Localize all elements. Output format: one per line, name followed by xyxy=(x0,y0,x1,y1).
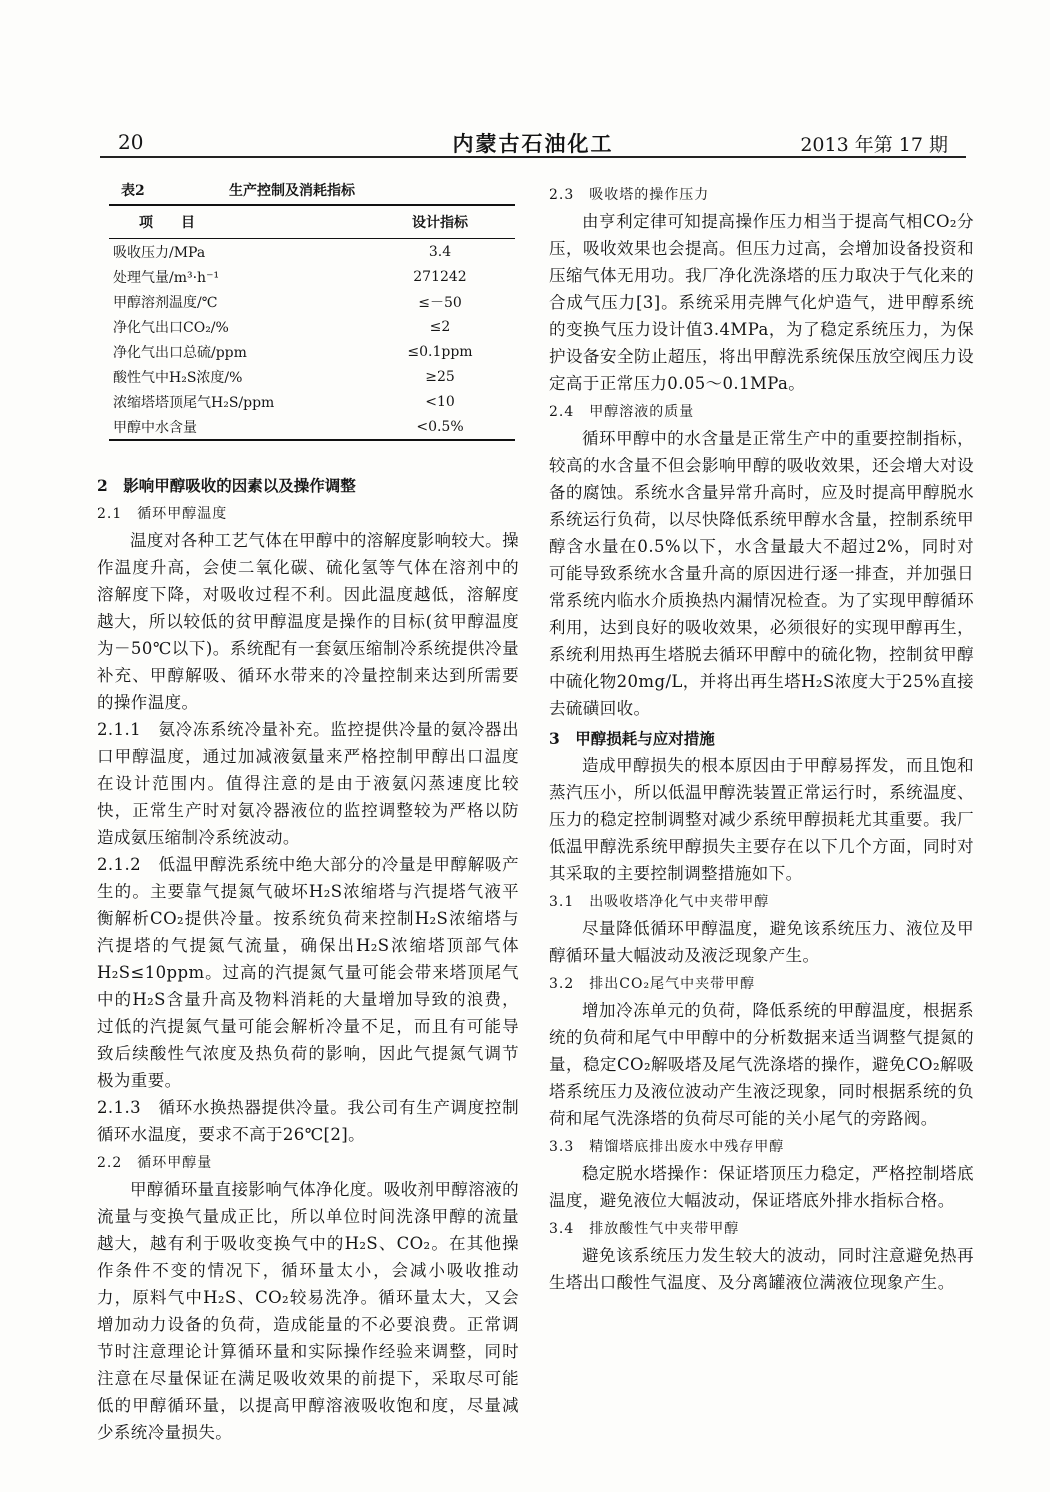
row-value: <0.5% xyxy=(365,414,515,440)
table-row xyxy=(109,414,515,440)
table-row xyxy=(109,364,515,389)
issue-label: 2013 年第 17 期 xyxy=(800,134,948,156)
table-caption xyxy=(97,180,519,204)
section-2-4-paragraph: 循环甲醇中的水含量是正常生产中的重要控制指标，较高的水含量不但会影响甲醇的吸收效果，还会增大对设备的腐蚀。系统水含量异常升高时，应及时提高甲醇脱水系统运行负荷，以尽快降低系统甲醇水含量，控制系统甲醇含水量在0.5%以下，水含量最大不超过2%，同时对可能导致系统水含量升高的原因进行逐一排查，并加强日常系统内临水介质换热内漏情况检查。为了实现甲醇循环利用，达到良好的吸收效果，必须很好的实现甲醇再生，系统利用热再生塔脱去循环甲醇中的硫化物，控制贫甲醇中硫化物20mg/L，并将出再生塔H₂S浓度大于25%直接去硫磺回收。 xyxy=(549,429,974,718)
left-column xyxy=(97,180,519,1446)
section-3-paragraph: 造成甲醇损失的根本原因由于甲醇易挥发，而且饱和蒸汽压小，所以低温甲醇洗装置正常运行时，系统温度、压力的稳定控制调整对减少系统甲醇损耗尤其重要。我厂低温甲醇洗系统甲醇损失主要存在以下几个方面，同时对其采取的主要控制调整措施如下。 xyxy=(549,756,974,883)
section-3-heading: 3 甲醇损耗与应对措施 xyxy=(549,729,715,748)
row-item: 浓缩塔塔顶尾气H₂S/ppm xyxy=(113,394,275,411)
col-header-item: 项 目 xyxy=(109,205,365,239)
row-item: 净化气出口总硫/ppm xyxy=(113,344,247,361)
section-2-4-heading: 2.4 甲醇溶液的质量 xyxy=(549,404,695,420)
table-row xyxy=(109,314,515,339)
section-3-3-paragraph: 稳定脱水塔操作：保证塔顶压力稳定，严格控制塔底温度，避免液位大幅波动，保证塔底外排水指标合格。 xyxy=(549,1164,974,1210)
table-number: 表2 xyxy=(121,183,145,199)
section-3-2-heading: 3.2 排出CO₂尾气中夹带甲醇 xyxy=(549,976,756,992)
row-item: 处理气量/m³·h⁻¹ xyxy=(113,269,220,286)
spec-table xyxy=(109,204,515,441)
row-value: ≤2 xyxy=(429,318,451,335)
section-2-3-paragraph: 由亨利定律可知提高操作压力相当于提高气相CO₂分压，吸收效果也会提高。但压力过高，会增加设备投资和压缩气体无用功。我厂净化洗涤塔的压力取决于气化来的合成气压力[3]。系统采用壳牌气化炉造气，进甲醇系统的变换气压力设计值3.4MPa，为了稳定系统压力，为保护设备安全防止超压，将出甲醇洗系统保压放空阀压力设定高于正常压力0.05～0.1MPa。 xyxy=(549,212,974,393)
row-value: 3.4 xyxy=(428,243,452,260)
section-3-2-paragraph: 增加冷冻单元的负荷，降低系统的甲醇温度，根据系统的负荷和尾气中甲醇中的分析数据来适当调整气提氮的量，稳定CO₂解吸塔及尾气洗涤塔的操作，避免CO₂解吸塔系统压力及液位波动产生液泛现象，同时根据系统的负荷和尾气洗涤塔的负荷尽可能的关小尾气的旁路阀。 xyxy=(549,1001,974,1128)
row-value: ≤0.1ppm xyxy=(407,343,473,360)
page-number: 20 xyxy=(118,130,144,154)
section-2-1-3-paragraph: 2.1.3 循环水换热器提供冷量。我公司有生产调度控制循环水温度，要求不高于26℃[2]。 xyxy=(97,1098,519,1144)
table-row xyxy=(109,389,515,414)
section-2-3-heading: 2.3 吸收塔的操作压力 xyxy=(549,187,710,203)
row-item: 酸性气中H₂S浓度/% xyxy=(113,369,243,386)
page-header xyxy=(100,126,966,158)
row-item: 甲醇溶剂温度/℃ xyxy=(113,294,218,311)
section-3-4-heading: 3.4 排放酸性气中夹带甲醇 xyxy=(549,1221,740,1237)
section-2-1-2-paragraph: 2.1.2 低温甲醇洗系统中绝大部分的冷量是甲醇解吸产生的。主要靠气提氮气破坏H₂S浓缩塔与汽提塔气液平衡解析CO₂提供冷量。按系统负荷来控制H₂S浓缩塔与汽提塔的气提氮气流量，确保出H₂S浓缩塔顶部气体H₂S≤10ppm。过高的汽提氮气量可能会带来塔顶尾气中的H₂S含量升高及物料消耗的大量增加导致的浪费，过低的汽提氮气量可能会解析冷量不足，而且有可能导致后续酸性气浓度及热负荷的影响，因此气提氮气调节极为重要。 xyxy=(97,855,519,1090)
table-header-row xyxy=(109,205,515,239)
section-2-1-heading: 2.1 循环甲醇温度 xyxy=(97,506,228,522)
journal-title: 内蒙古石油化工 xyxy=(452,131,614,156)
section-3-1-paragraph: 尽量降低循环甲醇温度，避免该系统压力、液位及甲醇循环量大幅波动及液泛现象产生。 xyxy=(549,919,974,965)
row-item: 吸收压力/MPa xyxy=(113,244,206,261)
row-value: 271242 xyxy=(413,268,467,285)
right-column xyxy=(549,180,974,1296)
row-value: ≤－50 xyxy=(418,294,462,311)
col-header-design: 设计指标 xyxy=(365,205,515,239)
table-row xyxy=(109,264,515,289)
section-2-2-heading: 2.2 循环甲醇量 xyxy=(97,1155,213,1171)
section-3-3-heading: 3.3 精馏塔底排出废水中残存甲醇 xyxy=(549,1139,785,1155)
table-row xyxy=(109,339,515,364)
row-value: <10 xyxy=(425,393,455,410)
section-3-1-heading: 3.1 出吸收塔净化气中夹带甲醇 xyxy=(549,894,770,910)
section-2-1-paragraph: 温度对各种工艺气体在甲醇中的溶解度影响较大。操作温度升高，会使二氧化碳、硫化氢等气体在溶剂中的溶解度下降，对吸收过程不利。因此温度越低，溶解度越大，所以较低的贫甲醇温度是操作的目标(贫甲醇温度为－50℃以下)。系统配有一套氨压缩制冷系统提供冷量补充、甲醇解吸、循环水带来的冷量控制来达到所需要的操作温度。 xyxy=(97,531,519,712)
section-2-2-paragraph: 甲醇循环量直接影响气体净化度。吸收剂甲醇溶液的流量与变换气量成正比，所以单位时间洗涤甲醇的流量越大，越有利于吸收变换气中的H₂S、CO₂。在其他操作条件不变的情况下，循环量太小，会减小吸收推动力，原料气中H₂S、CO₂较易洗净。循环量太大，又会增加动力设备的负荷，造成能量的不必要浪费。正常调节时注意理论计算循环量和实际操作经验来调整，同时注意在尽量保证在满足吸收效果的前提下，采取尽可能低的甲醇循环量，以提高甲醇溶液吸收饱和度，尽量减少系统冷量损失。 xyxy=(97,1180,519,1442)
row-item: 甲醇中水含量 xyxy=(109,414,365,440)
row-item: 净化气出口CO₂/% xyxy=(113,319,229,336)
row-value: ≥25 xyxy=(425,368,455,385)
section-2-1-1-paragraph: 2.1.1 氨冷冻系统冷量补充。监控提供冷量的氨冷器出口甲醇温度，通过加减液氨量来严格控制甲醇出口温度在设计范围内。值得注意的是由于液氨闪蒸速度比较快，正常生产时对氨冷器液位的监控调整较为严格以防造成氨压缩制冷系统波动。 xyxy=(97,720,519,847)
table-row xyxy=(109,239,515,265)
section-3-4-paragraph: 避免该系统压力发生较大的波动，同时注意避免热再生塔出口酸性气温度、及分离罐液位满液位现象产生。 xyxy=(549,1246,974,1292)
table-row xyxy=(109,289,515,314)
table-title: 生产控制及消耗指标 xyxy=(229,183,355,199)
section-2-heading: 2 影响甲醇吸收的因素以及操作调整 xyxy=(97,476,356,495)
